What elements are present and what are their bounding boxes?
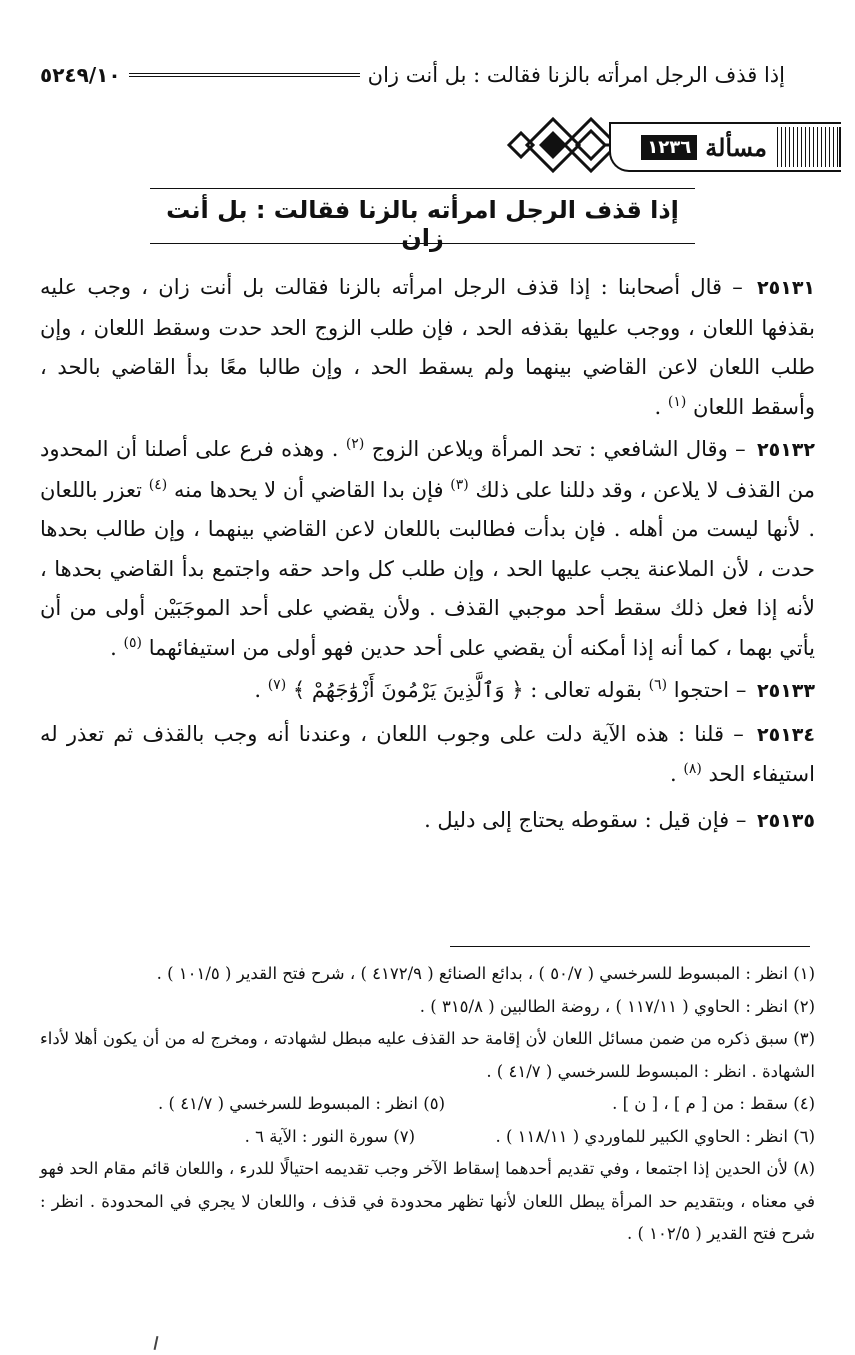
paragraph-text: – احتجوا <box>673 678 747 702</box>
paragraph-tail: . <box>669 762 684 786</box>
footnote-1: (١) انظر : المبسوط للسرخسي ( ٥٠/٧ ) ، بدائع الصنائع ( ٤١٧٢/٩ ) ، شرح فتح القدير ( ١٠١/٥ ) . <box>156 964 815 983</box>
paragraph-text: – فإن قيل : سقوطه يحتاج إلى دليل . <box>424 807 747 832</box>
footnotes <box>40 958 815 1251</box>
footnote-rule <box>450 946 810 947</box>
paragraph-text: – قال أصحابنا : إذا قذف الرجل امرأته بالزنا فقالت بل أنت زان ، وجب عليه بقذفها اللعان ، ووجب عليها بقذفه الحد ، فإن طلب الزوج الحد حدت وسقط اللعان ، وإن طلب اللعان لاعن القاضي بينهما ولم يسقط الحد ، وإن طالبا معًا بدأ القاضي بالحد ، وأسقط اللعان <box>40 275 815 419</box>
paragraph-tail: فإن بدا القاضي أن لا يحدها منه <box>173 477 451 502</box>
running-header <box>40 58 785 92</box>
paragraph-tail: . <box>110 635 124 660</box>
footnote-ref[interactable]: (٦) <box>648 677 668 693</box>
running-header-rule <box>129 73 360 77</box>
banner-label: مسألة <box>705 132 767 162</box>
footnote-row-4-5 <box>40 1088 815 1121</box>
footnote-ref[interactable]: (٥) <box>123 634 142 651</box>
paragraph-25131 <box>40 268 815 427</box>
paragraph-number: ٢٥١٣٥ <box>757 809 815 832</box>
paragraph-number: ٢٥١٣١ <box>757 277 816 299</box>
paragraph-25134 <box>40 715 815 795</box>
footnote-ref[interactable]: (٧) <box>267 677 287 693</box>
footnote-5: (٥) انظر : المبسوط للسرخسي ( ٤١/٧ ) . <box>158 1094 445 1113</box>
paragraph-number: ٢٥١٣٣ <box>757 680 815 702</box>
banner-stripes <box>777 127 841 167</box>
title-rule-top <box>150 188 695 189</box>
section-title: إذا قذف الرجل امرأته بالزنا فقالت : بل أنت زان <box>166 196 679 252</box>
quran-quote: بقوله تعالى : ﴿ وَٱلَّذِينَ يَرْمُونَ أَزْوَٰجَهُمْ ﴾ <box>292 678 649 702</box>
section-banner <box>505 110 850 180</box>
paragraph-number: ٢٥١٣٢ <box>757 439 815 461</box>
footnote-7: (٧) سورة النور : الآية ٦ . <box>244 1126 415 1146</box>
running-header-page-ref: ٥٢٤٩/١٠ <box>40 63 121 87</box>
paragraph-25133 <box>40 671 815 712</box>
paragraph-25135 <box>40 801 815 842</box>
paragraph-25132 <box>40 430 815 668</box>
footnote-3: (٣) سبق ذكره من ضمن مسائل اللعان لأن إقامة حد القذف عليه مبطل لشهادته ، ومخرج له من أن يكون أهلا لأداء الشهادة . انظر : المبسوط للسرخسي ( ٤١/٧ ) . <box>40 1029 815 1081</box>
paragraph-tail: تعزر باللعان . لأنها ليست من أهله . فإن بدأت فطالبت باللعان لاعن القاضي بينهما ، وإن طالب بحدها حدت ، لأن الملاعنة يجب عليها الحد ، وإن طلب كل واحد حقه واجتمع بدأ القاضي بحدها ، لأنه إذا فعل ذلك سقط أحد موجبي القذف . ولأن يقضي على أحد الموجَبَيْن أولى من أن يأتي بهما ، كما أنه إذا أمكنه أن يقضي على أحد حدين فهو أولى من استيفائهما <box>40 477 815 660</box>
footnote-ref[interactable]: (٣) <box>450 476 469 493</box>
ornament-icon <box>505 110 625 180</box>
footnote-ref[interactable]: (١) <box>667 393 687 410</box>
footnote-6: (٦) انظر : الحاوي الكبير للماوردي ( ١١٨/١١ ) . <box>495 1126 815 1146</box>
title-rule-bottom <box>150 243 695 244</box>
footnote-row-6-7 <box>40 1121 815 1154</box>
footnote-8: (٨) لأن الحدين إذا اجتمعا ، وفي تقديم أحدهما إسقاط الآخر وجب تقديمه احتيالًا للدرء ، واللعان قائم مقام الحد فهو في معناه ، وبتقديم حد المرأة يبطل اللعان لأنها تظهر محدودة في قذف ، واللعان لا يجري في المحدودة . انظر : شرح فتح القدير ( ١٠٢/٥ ) . <box>40 1159 815 1243</box>
banner-number: ١٢٣٦ <box>641 135 697 160</box>
footnote-2: (٢) انظر : الحاوي ( ١١٧/١١ ) ، روضة الطالبين ( ٣١٥/٨ ) . <box>419 996 815 1016</box>
paragraph-tail: . <box>254 678 268 702</box>
running-header-title: إذا قذف الرجل امرأته بالزنا فقالت : بل أنت زان <box>367 63 785 87</box>
stray-mark <box>154 1336 159 1350</box>
body-text <box>40 268 815 844</box>
paragraph-text: – قلنا : هذه الآية دلت على وجوب اللعان ، وعندنا أنه وجب بالقذف ثم تعذر له استيفاء الحد <box>40 721 815 786</box>
footnote-4: (٤) سقط : من [ م ] ، [ ن ] . <box>612 1094 815 1113</box>
banner-box <box>609 122 841 172</box>
paragraph-text: – وقال الشافعي : تحد المرأة ويلاعن الزوج <box>371 437 746 461</box>
paragraph-tail: . <box>654 394 668 419</box>
footnote-ref[interactable]: (٨) <box>683 761 702 777</box>
footnote-ref[interactable]: (٤) <box>148 476 168 493</box>
paragraph-tail: . وهذه فرع على أصلنا أن المحدود من القذف لا يلاعن ، وقد دللنا على ذلك <box>40 437 815 502</box>
paragraph-number: ٢٥١٣٤ <box>757 723 815 746</box>
footnote-ref[interactable]: (٢) <box>345 436 365 452</box>
